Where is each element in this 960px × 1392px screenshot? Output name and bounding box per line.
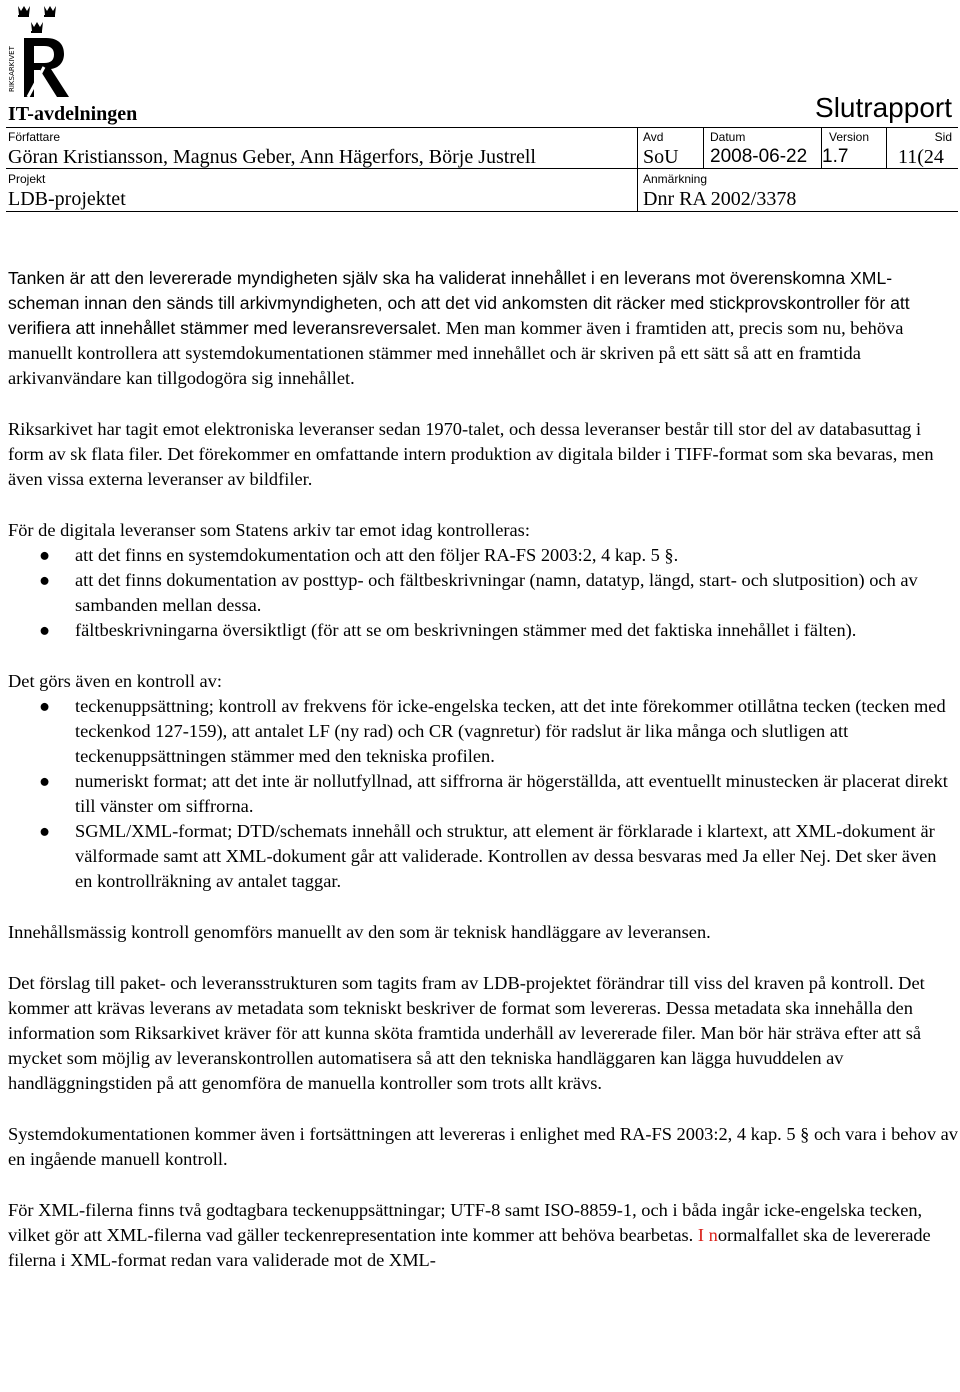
version-label: Version: [829, 130, 870, 144]
list-item: [8, 819, 958, 894]
riksarkivet-logo: [8, 0, 74, 100]
paragraph: [8, 266, 958, 391]
list-item-text: att det finns en systemdokumentation och att den följer RA-FS 2003:2, 4 kap. 5 §.: [75, 545, 679, 565]
version-value: 1.7: [822, 146, 849, 167]
dept-value: SoU: [643, 146, 679, 168]
document-type: Slutrapport: [815, 92, 952, 123]
bullet-icon: ●: [39, 545, 51, 565]
paragraph: Riksarkivet har tagit emot elektroniska leveranser sedan 1970-talet, och dessa leveranser består till stor del av databasuttag i form av sk flata filer. Det förekommer en omfattande intern produktion av digitala bilder i TIFF-format som ska bevaras, men även vissa externa leveranser av bildfiler.: [8, 419, 934, 489]
list-item-text: att det finns dokumentation av posttyp- och fältbeskrivningar (namn, datatyp, längd, start- och slutposition) och av sambanden mellan dessa.: [75, 570, 918, 615]
author-value: Göran Kristiansson, Magnus Geber, Ann Hägerfors, Börje Justrell: [8, 146, 536, 168]
header-rule-middle: [6, 168, 958, 169]
paragraph: Det förslag till paket- och leveransstrukturen som tagits fram av LDB-projektet förändrar till viss del kraven på kontroll. Det kommer att krävas leverans av metadata som tekniskt beskriver de format som levereras. Dessa metadata ska innehålla den information som Riksarkivet kräver för att kunna sköta framtida underhåll av levererade filer. Man bör här sträva efter att så mycket som möjlig av leveranskontrollen automatisera så att den tekniska handläggaren kan lägga huvuddelen av handläggningstiden på att genomföra de manuella kontroller som trots allt krävs.: [8, 973, 925, 1093]
svg-text:RIKSARKIVET: RIKSARKIVET: [8, 46, 16, 92]
dept-label: Avd: [643, 130, 664, 144]
paragraph: [8, 1198, 958, 1273]
date-value: 2008-06-22: [710, 146, 808, 167]
note-value: Dnr RA 2002/3378: [643, 188, 797, 210]
header-divider: [703, 127, 704, 168]
list-item-text: numeriskt format; att det inte är nollutfyllnad, att siffrorna är högerställda, att eventuellt minustecken är placerat direkt till vänster om siffrorna.: [75, 771, 948, 816]
paragraph-text: För XML-filerna finns två godtagbara teckenuppsättningar; UTF-8 samt ISO-8859-1, och i båda ingår icke-engelska tecken, vilket gör att XML-filerna vad gäller teckenrepresentation inte kommer att behöva bearbetas.: [8, 1200, 923, 1245]
header-rule-top: [6, 127, 958, 128]
paragraph: Systemdokumentationen kommer även i fortsättningen att levereras i enlighet med RA-FS 2003:2, 4 kap. 5 § och vara i behov av en ingående manuell kontroll.: [8, 1124, 958, 1169]
paragraph-text: ormalfallet ska de levererade filerna i XML-format redan vara validerade mot de XML-: [8, 1225, 931, 1270]
project-value: LDB-projektet: [8, 188, 126, 210]
bullet-icon: ●: [39, 570, 51, 590]
bullet-icon: ●: [39, 620, 51, 640]
paragraph: Innehållsmässig kontroll genomförs manuellt av den som är teknisk handläggare av leveransen.: [8, 922, 711, 942]
paragraph-text-sans: Tanken är att den levererade myndigheten själv ska ha validerat innehållet i en leverans mot överenskomna XML-scheman innan den sänds till arkivmyndigheten, och att det vid ankomsten dit räcker med stickprovskontroller för att verifiera att innehållet stämmer med leveransreversalet.: [8, 268, 910, 338]
list-item: [8, 618, 958, 643]
list-item-text: fältbeskrivningarna översiktligt (för att se om beskrivningen stämmer med det faktiska innehållet i fälten).: [75, 620, 857, 640]
project-label: Projekt: [8, 172, 46, 186]
list-item: [8, 769, 958, 819]
bullet-list: [8, 694, 958, 894]
bullet-icon: ●: [39, 696, 51, 716]
bullet-list: [8, 543, 958, 643]
list-item: [8, 543, 958, 568]
bullet-icon: ●: [39, 821, 51, 841]
list-item: [8, 568, 958, 618]
header-rule-bottom: [6, 211, 958, 212]
list-item-text: SGML/XML-format; DTD/schemats innehåll och struktur, att element är förklarade i klartext, att XML-dokument är välformade samt att XML-dokument går att validerade. Kontrollen av dessa besvaras med Ja eller Nej. Det sker även en kontrollräkning av antalet taggar.: [75, 821, 937, 891]
author-label: Författare: [8, 130, 61, 144]
page-label: Sid: [934, 130, 952, 144]
bullet-icon: ●: [39, 771, 51, 791]
note-label: Anmärkning: [643, 172, 708, 186]
highlighted-text: I n: [697, 1225, 718, 1245]
header-divider: [637, 127, 638, 211]
paragraph-text: Men man kommer även i framtiden att, precis som nu, behöva manuellt kontrollera att systemdokumentationen stämmer med innehållet och är skriven på ett sätt så att en framtida arkivanvändare kan tillgodogöra sig innehållet.: [8, 318, 904, 388]
list-intro: Det görs även en kontroll av:: [8, 671, 222, 691]
document-body: [8, 266, 958, 1299]
header-divider: [886, 127, 887, 168]
list-intro: För de digitala leveranser som Statens arkiv tar emot idag kontrolleras:: [8, 520, 530, 540]
date-label: Datum: [710, 130, 746, 144]
list-item: [8, 694, 958, 769]
organization-name: IT-avdelningen: [8, 103, 138, 125]
page-value: 11(24: [898, 146, 944, 168]
list-item-text: teckenuppsättning; kontroll av frekvens för icke-engelska tecken, att det inte förekommer otillåtna tecken (tecken med teckenkod 127-159), att antalet LF (ny rad) och CR (vagnretur) för radslut är lika många och slutligen att teckenuppsättningen stämmer med den tekniska profilen.: [75, 696, 946, 766]
